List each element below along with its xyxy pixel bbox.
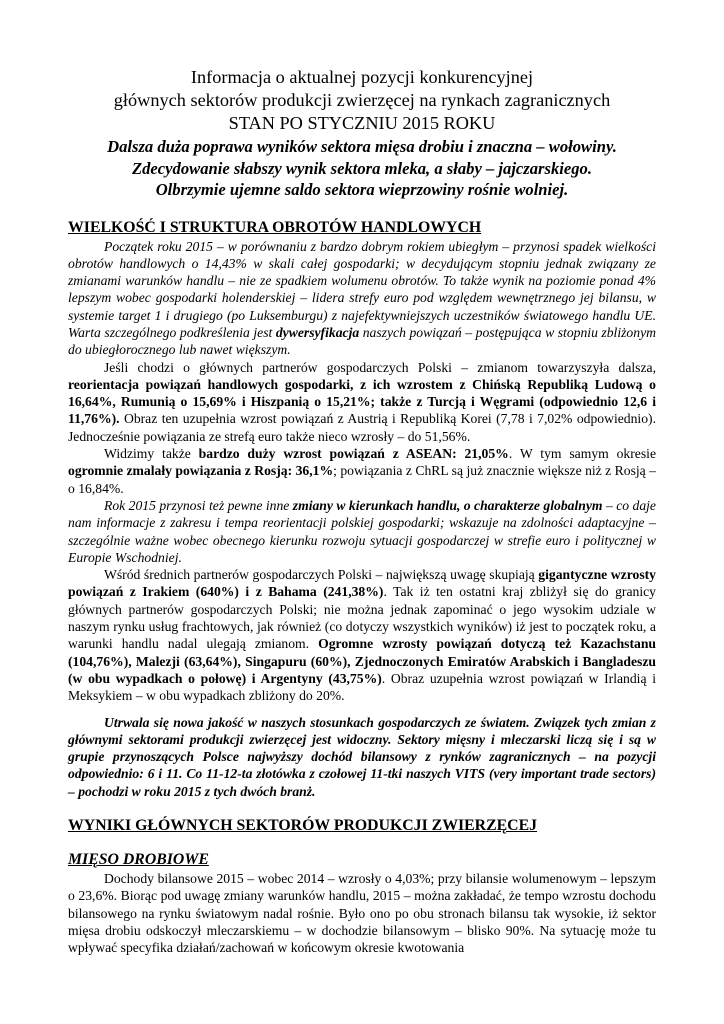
subtitle-line-2: Zdecydowanie słabszy wynik sektora mleka, a słaby – jajczarskiego. (132, 158, 592, 178)
title-line-1: Informacja o aktualnej pozycji konkurencyjnej (190, 67, 534, 87)
paragraph-text: Jeśli chodzi o głównych partnerów gospodarczych Polski – zmianom towarzyszyła dalsza, (104, 359, 656, 375)
subtitle-line-3: Olbrzymie ujemne saldo sektora wieprzowiny rośnie wolniej. (155, 180, 569, 199)
paragraph-text: naszych powiązań – postępująca w stopniu zbliżonym do ubiegłorocznego lub nawet większym. (68, 324, 656, 358)
paragraph-trade-overview (68, 238, 656, 359)
paragraph-text: Wśród średnich partnerów gospodarczych Polski – największą uwagę skupiają (104, 567, 539, 583)
section-heading-trade-volume: WIELKOŚĆ I STRUKTURA OBROTÓW HANDLOWYCH (68, 218, 482, 236)
paragraph-text: Dochody bilansowe 2015 – wobec 2014 – wzrosły o 4,03%; przy bilansie wolumenowym – lepszym o 23,6%. Biorąc pod uwagę zmiany warunków handlu, 2015 – można zakładać, że tempo wzrostu dochodu bilansowego na rynku światowym nadal rośnie. Było ono po obu stronach bilansu tak wysokie, iż sektor mięsa drobiu odskoczył mleczarskiemu – w dochodzie bilansowym – blisko 90%. Na sytuację może tu wpływać specyfika działań/zachowań w końcowym okresie kwotowania (68, 871, 656, 956)
paragraph-global-changes (68, 497, 656, 566)
paragraph-text: . Tak iż ten ostatni kraj zbliżył się do granicy głównych partnerów gospodarczych Polski; nie można jednak zapominać o jego wysokim udziale w naszym rynku usług frachtowych, jak również (co dotyczy wszystkich wyników) iż jest to początek roku, a warunki handlu nadal ulegają zmianom. (68, 584, 656, 652)
document-subtitle (68, 136, 656, 201)
emphasis-text: zmiany w kierunkach handlu, o charakterze globalnym (292, 497, 603, 513)
emphasis-text: ogromnie zmalały powiązania z Rosją: 36,1% (68, 463, 334, 479)
paragraph-text: Obraz ten uzupełnia wzrost powiązań z Austrią i Republiką Korei (7,78 i 7,02% odpowiednio). Jednocześnie powiązania ze strefą euro także nieco wzrosły – do 51,56%. (68, 411, 656, 444)
paragraph-main-partners (68, 359, 656, 445)
paragraph-text: Początek roku 2015 – w porównaniu z bardzo dobrym rokiem ubiegłym – przynosi spadek wielkości obrotów handlowych o 14,43% w skali całej gospodarki; w decydującym stopniu jednak związany ze zmianami warunków handlu – nie ze spadkiem wolumenu obrotów. To także wynik na poziomie ponad 4% lepszym wobec gospodarki holenderskiej – lidera strefy euro pod względem wewnętrznego jej bilansu, w systemie target 1 i drugiego (po Luksemburgu) z najefektywniejszych uczestników światowego handlu UE. Warta szczególnego podkreślenia jest (68, 238, 656, 340)
paragraph-text: . W tym samym okresie (508, 446, 656, 462)
title-line-3: STAN PO STYCZNIU 2015 ROKU (228, 113, 496, 133)
section-heading-sector-results: WYNIKI GŁÓWNYCH SEKTORÓW PRODUKCJI ZWIERZĘCEJ (68, 817, 538, 834)
paragraph-medium-partners (68, 566, 656, 704)
title-line-2: głównych sektorów produkcji zwierzęcej na rynkach zagranicznych (113, 90, 611, 110)
paragraph-poultry-results (68, 870, 656, 956)
emphasis-text: gigantyczne wzrosty powiązań z Irakiem (640%) i z Bahama (241,38%) (68, 567, 656, 600)
paragraph-text: – co daje nam informacje z zakresu i tempa reorientacji polskiej gospodarki; wskazuje na zdolności adaptacyjne – szczególnie ważne wobec obecnego kierunku rozwoju sytuacji gospodarczej w strefie euro i politycznej w Europie Wschodniej. (68, 497, 656, 565)
emphasis-text: Utrwala się nowa jakość w naszych stosunkach gospodarczych ze światem. Związek tych zmian z głównymi sektorami produkcji zwierzęcej jest widoczny. Sektory mięsny i mleczarski liczą się i są w grupie przynoszących Polsce najwyższy dochód bilansowy z rynków zagranicznych – na pozycji odpowiednio: 6 i 11. Co 11-12-ta złotówka z czołowej 11-tki naszych VITS (very important trade sectors) – pochodzi w roku 2015 z tych dwóch branż. (68, 714, 656, 799)
section-heading-poultry: MIĘSO DROBIOWE (68, 851, 209, 868)
document-title (68, 66, 656, 135)
emphasis-text: Ogromne wzrosty powiązań dotyczą też Kazachstanu (104,76%), Malezji (63,64%), Singapuru (60%), Zjednoczonych Emiratów Arabskich i Bangladeszu (w obu wypadkach o połowę) i Argentyny (43,75%) (68, 636, 656, 686)
paragraph-new-quality (68, 714, 656, 800)
paragraph-text: . Obraz uzupełnia wzrost powiązań w Irlandią i Meksykiem – w obu wypadkach zbliżony do 20%. (68, 670, 656, 704)
emphasis-text: bardzo duży wzrost powiązań z ASEAN: 21,05% (198, 446, 509, 462)
emphasis-text: reorientacja powiązań handlowych gospodarki, z ich wzrostem z Chińską Republiką Ludową o 16,64%, Rumunią o 15,69% i Hiszpanią o 15,21%; także z Turcją i Węgrami (odpowiednio 12,6 i 11,76%). (68, 376, 656, 427)
paragraph-text: ; powiązania z ChRL są już znacznie większe niż z Rosją – o 16,84%. (68, 463, 656, 496)
subtitle-line-1: Dalsza duża poprawa wyników sektora mięsa drobiu i znaczna – wołowiny. (107, 137, 617, 156)
emphasis-text: dywersyfikacja (275, 324, 360, 340)
paragraph-text: Rok 2015 przynosi też pewne inne (104, 497, 293, 513)
paragraph-asean-russia (68, 445, 656, 497)
paragraph-text: Widzimy także (104, 446, 199, 462)
